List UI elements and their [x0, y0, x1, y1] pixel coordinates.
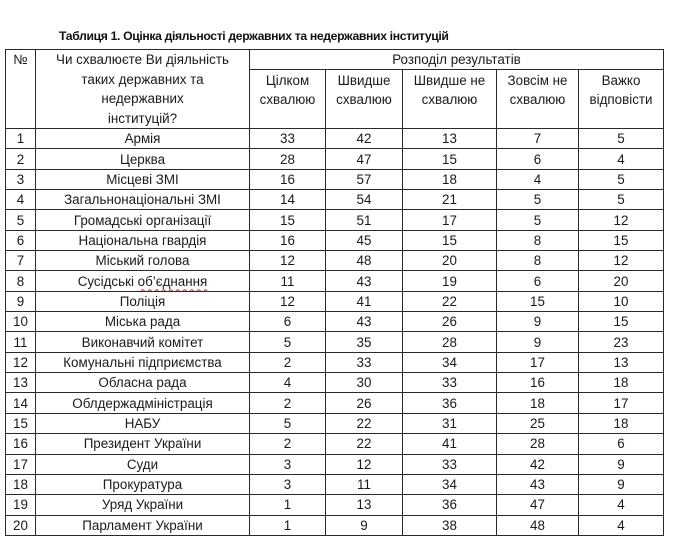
value-fully-approve: 1 [250, 515, 326, 535]
row-number: 1 [6, 129, 36, 149]
table-row [6, 352, 664, 372]
table-row [6, 291, 664, 311]
table-row [6, 312, 664, 332]
value-hard-to-say: 5 [579, 129, 664, 149]
value-rather-approve: 51 [326, 210, 403, 230]
table-caption: Таблиця 1. Оцінка діяльності державних та недержавних інституцій [59, 29, 449, 43]
row-number: 12 [6, 352, 36, 372]
value-fully-approve: 6 [250, 312, 326, 332]
header-rather-disapprove [403, 70, 497, 129]
value-fully-approve: 14 [250, 190, 326, 210]
header-line: Швидше не [413, 73, 486, 88]
table-row [6, 169, 664, 189]
institution-name: Прокуратура [36, 474, 250, 494]
institution-name: Міський голова [36, 251, 250, 271]
value-fully-approve: 2 [250, 434, 326, 454]
value-hard-to-say: 10 [579, 291, 664, 311]
value-rather-disapprove: 17 [403, 210, 497, 230]
value-fully-approve: 5 [250, 413, 326, 433]
table-row [6, 373, 664, 393]
value-fully-approve: 2 [250, 393, 326, 413]
value-fully-disapprove: 9 [497, 332, 579, 352]
value-rather-disapprove: 28 [403, 332, 497, 352]
value-rather-approve: 48 [326, 251, 403, 271]
row-number: 6 [6, 230, 36, 250]
value-rather-approve: 22 [326, 413, 403, 433]
value-fully-disapprove: 17 [497, 352, 579, 372]
value-hard-to-say: 17 [579, 393, 664, 413]
value-hard-to-say: 5 [579, 169, 664, 189]
header-question [36, 50, 250, 129]
row-number: 3 [6, 169, 36, 189]
value-fully-approve: 33 [250, 129, 326, 149]
row-number: 8 [6, 271, 36, 291]
value-rather-approve: 22 [326, 434, 403, 454]
value-rather-approve: 45 [326, 230, 403, 250]
row-number: 13 [6, 373, 36, 393]
value-fully-approve: 4 [250, 373, 326, 393]
header-line: Важко [601, 73, 641, 88]
value-rather-approve: 9 [326, 515, 403, 535]
header-rather-approve [326, 70, 403, 129]
value-hard-to-say: 4 [579, 495, 664, 515]
institution-name: Національна гвардія [36, 230, 250, 250]
header-line: схвалюю [259, 92, 316, 107]
institution-name [36, 271, 250, 291]
row-number: 15 [6, 413, 36, 433]
value-fully-disapprove: 25 [497, 413, 579, 433]
value-rather-disapprove: 19 [403, 271, 497, 291]
value-fully-disapprove: 6 [497, 149, 579, 169]
header-line: Цілком [265, 73, 310, 88]
value-hard-to-say: 9 [579, 454, 664, 474]
value-rather-approve: 12 [326, 454, 403, 474]
value-fully-disapprove: 4 [497, 169, 579, 189]
value-fully-disapprove: 47 [497, 495, 579, 515]
header-line: схвалюю [509, 92, 566, 107]
value-rather-disapprove: 33 [403, 373, 497, 393]
header-fully-approve [250, 70, 326, 129]
row-number: 18 [6, 474, 36, 494]
institution-name: Громадські організації [36, 210, 250, 230]
institution-name: Уряд України [36, 495, 250, 515]
value-fully-approve: 12 [250, 291, 326, 311]
value-hard-to-say: 6 [579, 434, 664, 454]
value-rather-approve: 54 [326, 190, 403, 210]
value-rather-disapprove: 36 [403, 393, 497, 413]
header-results-group: Розподіл результатів [250, 50, 664, 70]
row-number: 7 [6, 251, 36, 271]
institution-name: Президент України [36, 434, 250, 454]
value-fully-approve: 12 [250, 251, 326, 271]
header-line: Швидше [337, 73, 391, 88]
value-fully-approve: 16 [250, 230, 326, 250]
value-rather-disapprove: 15 [403, 230, 497, 250]
institution-name: Поліція [36, 291, 250, 311]
value-rather-approve: 30 [326, 373, 403, 393]
value-rather-disapprove: 18 [403, 169, 497, 189]
institution-name: Парламент України [36, 515, 250, 535]
value-rather-disapprove: 13 [403, 129, 497, 149]
header-number: № [6, 50, 36, 129]
table-row [6, 434, 664, 454]
table-row [6, 271, 664, 291]
value-rather-approve: 43 [326, 312, 403, 332]
table-row [6, 332, 664, 352]
table-row [6, 393, 664, 413]
value-rather-approve: 33 [326, 352, 403, 372]
value-fully-disapprove: 8 [497, 230, 579, 250]
institution-name: Виконавчий комітет [36, 332, 250, 352]
value-rather-disapprove: 33 [403, 454, 497, 474]
value-hard-to-say: 15 [579, 230, 664, 250]
value-rather-disapprove: 38 [403, 515, 497, 535]
institution-name: НАБУ [36, 413, 250, 433]
value-hard-to-say: 13 [579, 352, 664, 372]
row-number: 4 [6, 190, 36, 210]
value-rather-disapprove: 34 [403, 352, 497, 372]
value-hard-to-say: 15 [579, 312, 664, 332]
value-rather-disapprove: 15 [403, 149, 497, 169]
value-rather-disapprove: 41 [403, 434, 497, 454]
value-fully-approve: 5 [250, 332, 326, 352]
value-rather-disapprove: 20 [403, 251, 497, 271]
value-fully-approve: 3 [250, 454, 326, 474]
table-row [6, 454, 664, 474]
value-hard-to-say: 4 [579, 149, 664, 169]
institution-name: Армія [36, 129, 250, 149]
value-rather-disapprove: 21 [403, 190, 497, 210]
table-row [6, 129, 664, 149]
row-number: 10 [6, 312, 36, 332]
value-rather-disapprove: 36 [403, 495, 497, 515]
value-fully-approve: 1 [250, 495, 326, 515]
row-number: 14 [6, 393, 36, 413]
value-hard-to-say: 12 [579, 251, 664, 271]
row-number: 2 [6, 149, 36, 169]
institution-name-part: Сусідські [77, 273, 138, 289]
institution-name: Обласна рада [36, 373, 250, 393]
table-row [6, 413, 664, 433]
row-number: 11 [6, 332, 36, 352]
row-number: 9 [6, 291, 36, 311]
value-fully-approve: 3 [250, 474, 326, 494]
header-question-line: інституцій? [107, 110, 178, 126]
value-fully-approve: 11 [250, 271, 326, 291]
value-fully-disapprove: 8 [497, 251, 579, 271]
value-fully-disapprove: 6 [497, 271, 579, 291]
row-number: 5 [6, 210, 36, 230]
value-fully-disapprove: 42 [497, 454, 579, 474]
header-question-line: таких державних та [81, 71, 204, 87]
header-question-line: Чи схвалюєте Ви діяльність [56, 52, 229, 67]
institution-name: Загальнонаціональні ЗМІ [36, 190, 250, 210]
value-fully-disapprove: 5 [497, 190, 579, 210]
value-rather-disapprove: 26 [403, 312, 497, 332]
table-row [6, 495, 664, 515]
value-fully-disapprove: 28 [497, 434, 579, 454]
value-hard-to-say: 23 [579, 332, 664, 352]
table-body [6, 129, 664, 536]
row-number: 17 [6, 454, 36, 474]
value-hard-to-say: 4 [579, 515, 664, 535]
header-hard-to-say [579, 70, 664, 129]
table-row [6, 210, 664, 230]
value-fully-approve: 28 [250, 149, 326, 169]
spellcheck-flagged-word: об’єднання [137, 273, 208, 289]
value-rather-approve: 43 [326, 271, 403, 291]
table-row [6, 474, 664, 494]
header-question-line: недержавних [101, 91, 184, 106]
value-rather-approve: 35 [326, 332, 403, 352]
value-rather-approve: 57 [326, 169, 403, 189]
value-fully-disapprove: 18 [497, 393, 579, 413]
value-fully-disapprove: 43 [497, 474, 579, 494]
results-table [5, 49, 664, 536]
row-number: 16 [6, 434, 36, 454]
institution-name: Комунальні підприємства [36, 352, 250, 372]
value-rather-approve: 26 [326, 393, 403, 413]
header-line: схвалюю [336, 92, 392, 107]
institution-name: Церква [36, 149, 250, 169]
header-line: схвалюю [421, 92, 478, 107]
value-hard-to-say: 18 [579, 413, 664, 433]
value-rather-approve: 11 [326, 474, 403, 494]
value-hard-to-say: 18 [579, 373, 664, 393]
institution-name: Місцеві ЗМІ [36, 169, 250, 189]
value-hard-to-say: 12 [579, 210, 664, 230]
value-rather-disapprove: 31 [403, 413, 497, 433]
table-row [6, 230, 664, 250]
value-fully-approve: 15 [250, 210, 326, 230]
header-line: Зовсім не [507, 73, 568, 88]
value-hard-to-say: 9 [579, 474, 664, 494]
value-fully-disapprove: 5 [497, 210, 579, 230]
table-row [6, 251, 664, 271]
institution-name: Суди [36, 454, 250, 474]
value-fully-disapprove: 15 [497, 291, 579, 311]
row-number: 19 [6, 495, 36, 515]
table-header [6, 50, 664, 129]
row-number: 20 [6, 515, 36, 535]
value-hard-to-say: 5 [579, 190, 664, 210]
value-fully-disapprove: 9 [497, 312, 579, 332]
value-rather-disapprove: 34 [403, 474, 497, 494]
value-fully-approve: 16 [250, 169, 326, 189]
table-row [6, 190, 664, 210]
value-fully-approve: 2 [250, 352, 326, 372]
value-rather-approve: 13 [326, 495, 403, 515]
value-fully-disapprove: 7 [497, 129, 579, 149]
table-row [6, 515, 664, 535]
value-rather-approve: 42 [326, 129, 403, 149]
value-hard-to-say: 20 [579, 271, 664, 291]
value-rather-disapprove: 22 [403, 291, 497, 311]
header-fully-disapprove [497, 70, 579, 129]
value-rather-approve: 47 [326, 149, 403, 169]
value-fully-disapprove: 16 [497, 373, 579, 393]
value-rather-approve: 41 [326, 291, 403, 311]
header-line: відповісти [589, 92, 653, 107]
value-fully-disapprove: 48 [497, 515, 579, 535]
institution-name: Міська рада [36, 312, 250, 332]
table-row [6, 149, 664, 169]
institution-name: Облдержадміністрація [36, 393, 250, 413]
